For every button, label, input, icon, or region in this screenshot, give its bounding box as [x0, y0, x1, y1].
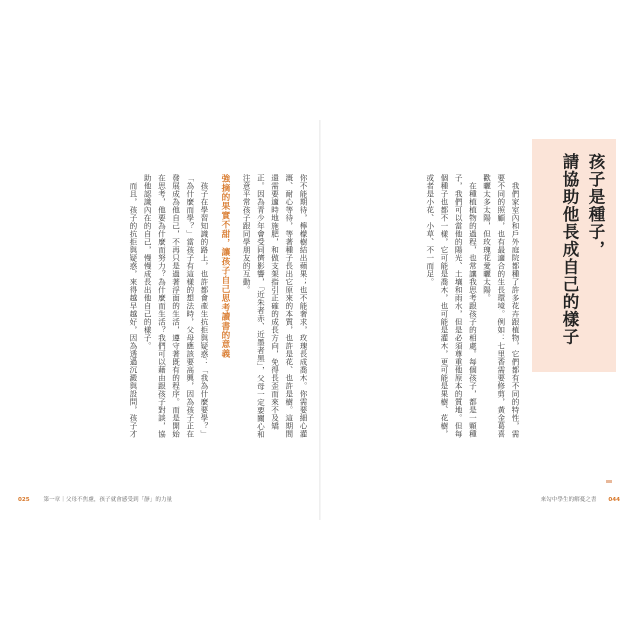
left-paragraph-2: 孩子在學習知識的路上，也許都會產生抗拒與疑惑：「我為什麼要學？」「為什麼而學？」當孩子有這樣的想法時，父母應該要高興，因為孩子正在發展成為他自己，不再只是過著浮面的生活，遵守著既有的程序。而是開始在思考，他要為什麼而努力？為什麼而生活？我們可以藉由跟孩子對談，協助他認識內在的自己，慢慢成長出他自己的樣子。 — [143, 174, 209, 438]
right-footer — [541, 495, 620, 503]
left-paragraph-1: 你不能期待，檸檬樹結出蘋果；也不能奢求，玫瑰長成喬木。你需要細心灌溉、耐心等待，等著種子長出它原來的本質，也許是花、也許是樹。這期間還需要適時地施肥，和做支架指引正確的成長方向，免得長歪而來不及矯正。因為青少年會受同儕影響，「近朱者赤、近墨者黑」，父母一定要關心和注意平常孩子跟同學朋友的互動。 — [242, 174, 308, 439]
right-paragraph-2: 在種植植物的過程，也常讓我思考跟孩子的相處。每個孩子，都是一顆種子，我們可以當他的陽光、土壤和雨水，但是必須尊重他原本的質地。但每個種子也都不一樣，它可能是喬木，也可能是灌木，更可能是果樹、花樹，或者是小花、小草、不一而足。 — [425, 174, 478, 438]
left-page-body — [60, 174, 310, 444]
page-ornament — [606, 480, 612, 483]
left-footer — [18, 495, 172, 503]
right-page-body — [372, 174, 522, 444]
chapter-title-box — [532, 139, 616, 372]
right-page-number: 044 — [608, 497, 620, 503]
section-subheading: 強摘的果實不甜，讓孩子自己思考讀書的意義 — [219, 174, 230, 358]
left-paragraph-3: 而且，孩子的抗拒與疑惑，來得越早越好，因為透過沉澱與設問，孩子才 — [128, 181, 138, 438]
book-spine — [319, 120, 321, 520]
right-paragraph-1: 我們家室內和戶外庭院都種了許多花卉跟植物，它們都有不同的特性，需要不同的照顧，也有最適合的生長環境。例如：七里香需要修剪，黃金葛喜歡曬太多太陽，但玫瑰花愛曬太陽。 — [482, 174, 520, 438]
chapter-title: 孩子是種子， 請協助他長成自己的樣子 — [560, 153, 605, 346]
left-running-head: 第一章｜父母不焦慮，孩子就會感受到「靜」的力量 — [43, 497, 173, 503]
right-running-head: 來勾中學生的解憂之書 — [540, 497, 597, 503]
left-page-number: 025 — [18, 497, 30, 503]
